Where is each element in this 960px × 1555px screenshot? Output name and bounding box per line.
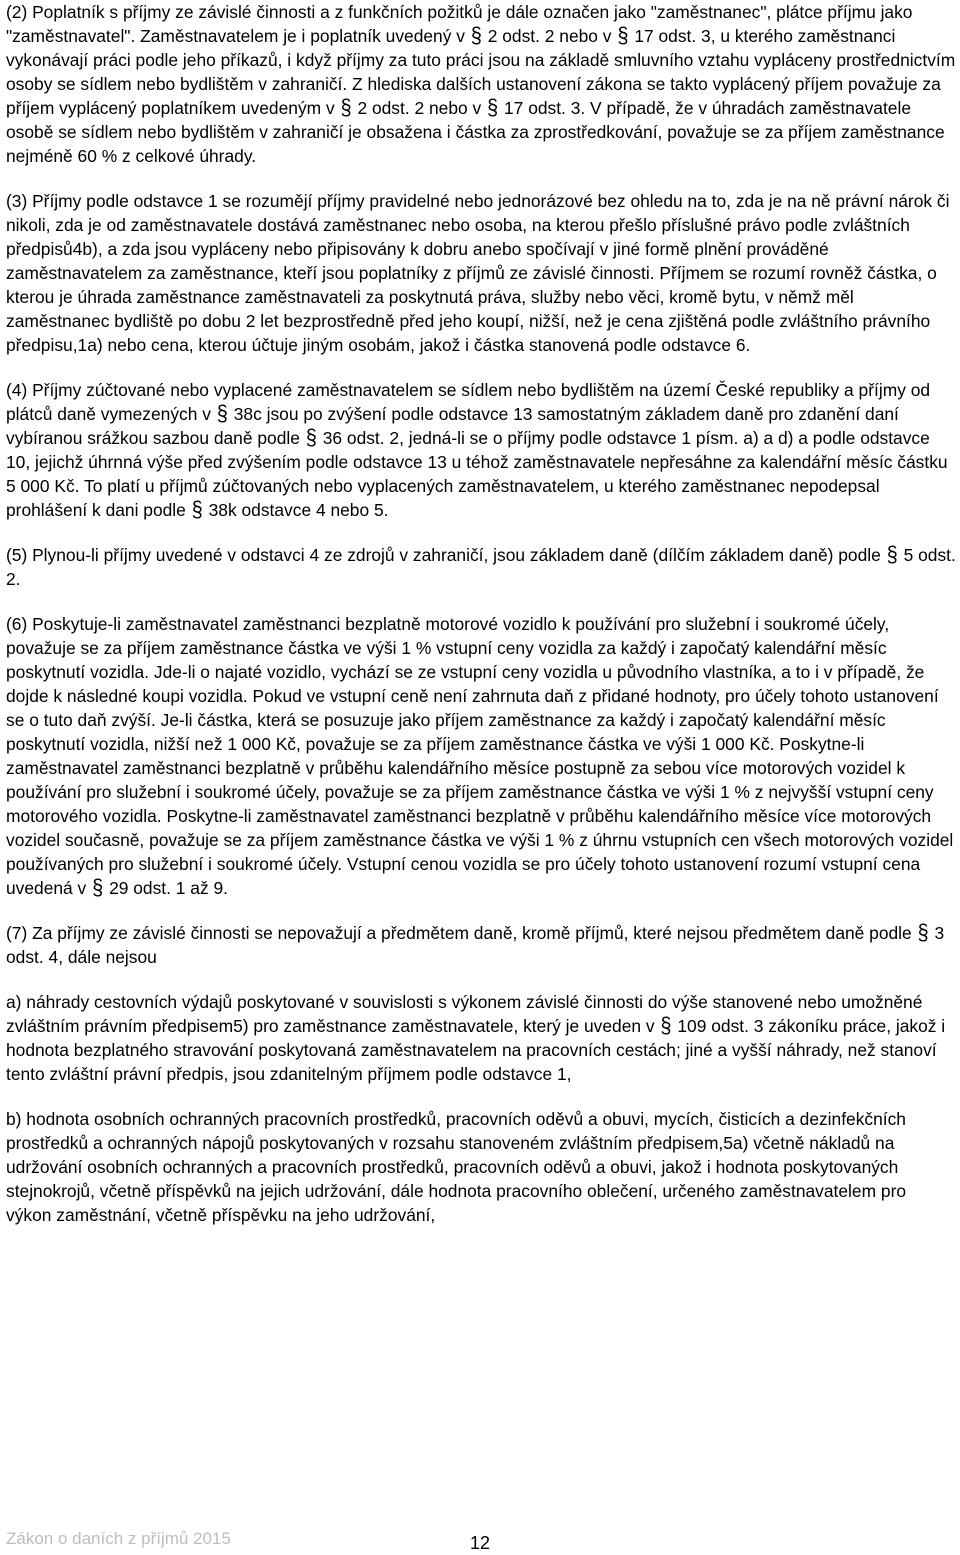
paragraph-text: a) náhrady cestovních výdajů poskytované v souvislosti s výkonem závislé činnosti do výše stanovené nebo umožněné zvláštním právním předpisem5) pro zaměstnance zaměstnavatele, který je uveden v <box>6 992 923 1036</box>
paragraph <box>6 921 956 969</box>
paragraph <box>6 990 956 1086</box>
paragraph-text: 29 odst. 1 až 9. <box>109 878 228 898</box>
paragraph <box>6 378 956 522</box>
page-number: 12 <box>470 1533 491 1553</box>
section-symbol: § <box>617 23 629 49</box>
paragraph-text: 2 odst. 2 nebo v <box>357 98 487 118</box>
section-symbol: § <box>470 23 482 49</box>
paragraph-text: 38k odstavce 4 nebo 5. <box>208 500 389 520</box>
footer-title: Zákon o daních z příjmů 2015 <box>6 1529 231 1548</box>
paragraph-text: (4) Příjmy zúčtované nebo vyplacené zaměstnavatelem se sídlem nebo bydlištěm na území České republiky a příjmy od plátců daně vymezených v <box>6 380 931 424</box>
paragraph-text: 5 odst. 2. <box>6 545 956 589</box>
paragraph-text: 3 odst. 4, dále nejsou <box>6 923 945 967</box>
paragraph-text: (3) Příjmy podle odstavce 1 se rozumějí příjmy pravidelné nebo jednorázové bez ohledu na to, zda je na ně právní nárok či nikoli, zda je od zaměstnavatele dostává zaměstnanec nebo osoba, na kterou přešlo příslušné právo podle zvláštních předpisů4b), a zda jsou vypláceny nebo připisovány k dobru anebo spočívají v jiné formě plnění prováděné zaměstnavatelem za zaměstnance, kteří jsou poplatníky z příjmů ze závislé činnosti. Příjmem se rozumí rovněž částka, o kterou je úhrada zaměstnance zaměstnavateli za poskytnutá práva, služby nebo věci, kromě bytu, v němž měl zaměstnanec bydliště po dobu 2 let bezprostředně před jeho koupí, nižší, než je cena zjištěná podle zvláštního právního předpisu,1a) nebo cena, kterou účtuje jiným osobám, jakož i částka stanovená podle odstavce 6. <box>6 191 950 355</box>
paragraph-text: b) hodnota osobních ochranných pracovních prostředků, pracovních oděvů a obuvi, mycích, čisticích a dezinfekčních prostředků a ochranných nápojů poskytovaných v rozsahu stanoveném zvláštním předpisem,5a) včetně nákladů na udržování osobních ochranných a pracovních prostředků, pracovních oděvů a obuvi, jakož i hodnota poskytovaných stejnokrojů, včetně příspěvků na jejich udržování, dále hodnota pracovního oblečení, určeného zaměstnavatelem pro výkon zaměstnání, včetně příspěvku na jeho udržování, <box>6 1109 907 1225</box>
section-symbol: § <box>660 1013 672 1039</box>
paragraph <box>6 1107 956 1227</box>
document-body <box>6 0 956 1248</box>
paragraph-text: (2) Poplatník s příjmy ze závislé činnosti a z funkčních požitků je dále označen jako "zaměstnanec", plátce příjmu jako "zaměstnavatel". Zaměstnavatelem je i poplatník uvedený v <box>6 2 913 46</box>
section-symbol: § <box>340 95 352 121</box>
paragraph-text: (5) Plynou-li příjmy uvedené v odstavci 4 ze zdrojů v zahraničí, jsou základem daně (dílčím základem daně) podle <box>6 545 886 565</box>
paragraph-text: (6) Poskytuje-li zaměstnavatel zaměstnanci bezplatně motorové vozidlo k používání pro služební i soukromé účely, považuje se za příjem zaměstnance částka ve výši 1 % vstupní ceny vozidla za každý i započatý kalendářní měsíc poskytnutí vozidla. Jde-li o najaté vozidlo, vychází se ze vstupní ceny vozidla u původního vlastníka, a to i v případě, že dojde k následné koupi vozidla. Pokud ve vstupní ceně není zahrnuta daň z přidané hodnoty, pro účely tohoto ustanovení se o tuto daň zvýší. Je-li částka, která se posuzuje jako příjem zaměstnance za každý i započatý kalendářní měsíc poskytnutí vozidla, nižší než 1 000 Kč, považuje se za příjem zaměstnance částka ve výši 1 000 Kč. Poskytne-li zaměstnavatel zaměstnanci bezplatně v průběhu kalendářního měsíce postupně za sebou více motorových vozidel k používání pro služební i soukromé účely, považuje se za příjem zaměstnance částka ve výši 1 % z nejvyšší vstupní ceny motorového vozidla. Poskytne-li zaměstnavatel zaměstnanci bezplatně v průběhu kalendářního měsíce více motorových vozidel současně, považuje se za příjem zaměstnance částka ve výši 1 % z úhrnu vstupních cen všech motorových vozidel používaných pro služební i soukromé účely. Vstupní cenou vozidla se pro účely tohoto ustanovení rozumí vstupní cena uvedená v <box>6 614 954 898</box>
paragraph-text: 17 odst. 3, u kterého zaměstnanci vykonávají práci podle jeho příkazů, i když příjmy za tuto práci jsou na základě smluvního vztahu vypláceny prostřednictvím osoby se sídlem nebo bydlištěm v zahraničí. Z hlediska dalších ustanovení zákona se takto vyplácený příjem považuje za příjem vyplácený poplatníkem uvedeným v <box>6 26 956 118</box>
paragraph <box>6 0 956 168</box>
paragraph-text: (7) Za příjmy ze závislé činnosti se nepovažují a předmětem daně, kromě příjmů, které nejsou předmětem daně podle <box>6 923 917 943</box>
paragraph-text: 38c jsou po zvýšení podle odstavce 13 samostatným základem daně pro zdanění daní vybíranou srážkou sazbou daně podle <box>6 404 899 448</box>
section-symbol: § <box>191 497 203 523</box>
paragraph-text: 109 odst. 3 zákoníku práce, jakož i hodnota bezplatného stravování poskytovaná zaměstnavatelem na pracovních cestách; jiné a vyšší náhrady, než stanoví tento zvláštní právní předpis, jsou zdanitelným příjmem podle odstavce 1, <box>6 1016 946 1084</box>
section-symbol: § <box>917 920 929 946</box>
paragraph <box>6 543 956 591</box>
section-symbol: § <box>216 401 228 427</box>
paragraph <box>6 612 956 900</box>
section-symbol: § <box>487 95 499 121</box>
paragraph-text: 36 odst. 2, jedná-li se o příjmy podle odstavce 1 písm. a) a d) a podle odstavce 10, jejichž úhrnná výše před zvýšením podle odstavce 13 u téhož zaměstnavatele nepřesáhne za kalendářní měsíc částku 5 000 Kč. To platí u příjmů zúčtovaných nebo vyplacených zaměstnavatelem, u kterého zaměstnanec nepodepsal prohlášení k dani podle <box>6 428 948 520</box>
paragraph-text: 17 odst. 3. V případě, že v úhradách zaměstnavatele osobě se sídlem nebo bydlištěm v zahraničí je obsažena i částka za zprostředkování, považuje se za příjem zaměstnance nejméně 60 % z celkové úhrady. <box>6 98 945 166</box>
section-symbol: § <box>305 425 317 451</box>
section-symbol: § <box>92 875 104 901</box>
section-symbol: § <box>886 542 898 568</box>
paragraph <box>6 189 956 357</box>
paragraph-text: 2 odst. 2 nebo v <box>487 26 617 46</box>
